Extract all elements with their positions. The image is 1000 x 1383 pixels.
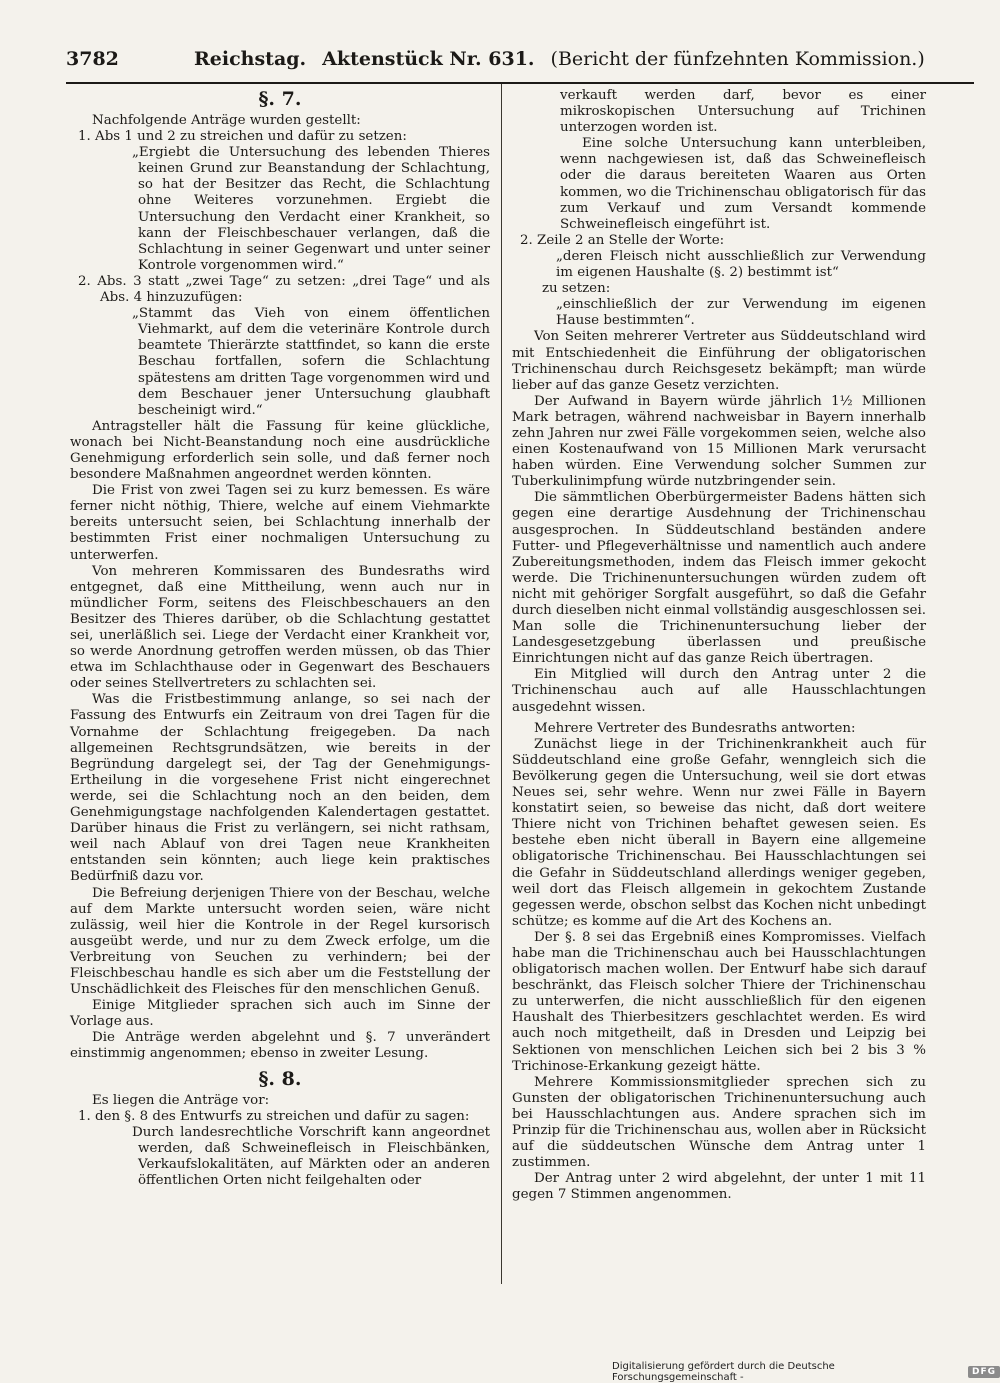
paragraph: Von mehreren Kommissaren des Bundesraths wird entgegnet, daß eine Mittheilung, wenn auch nur in mündlicher Form, seitens des Fleischbeschauers an den Besitzer des Thieres darüber, ob die Schlachtung gestattet sei, unerläßlich sei. Liege der Verdacht einer Krankheit vor, so werde Anordnung getroffen werden müssen, ob das Thier etwa im Schlachthause oder in Gegenwart des Beschauers oder seines Stellvertreters zu schlachten sei.	[70, 563, 490, 692]
quotation: „einschließlich der zur Verwendung im eigenen Hause bestimmten“.	[556, 297, 926, 329]
header-rule	[66, 82, 974, 84]
list-item: 2. Abs. 3 statt „zwei Tage“ zu setzen: „drei Tage“ und als Abs. 4 hinzuzufügen:	[78, 273, 490, 306]
list-item: 2. Zeile 2 an Stelle der Worte:	[520, 232, 725, 248]
paragraph: Nachfolgende Anträge wurden gestellt:	[92, 113, 361, 128]
header-title: Reichstag.	[194, 48, 307, 70]
column-divider	[501, 84, 502, 1284]
dfg-logo: DFG	[968, 1366, 1000, 1378]
funding-footer	[612, 1361, 1000, 1383]
paragraph: Die Anträge werden abgelehnt und §. 7 unverändert einstimmig angenommen; ebenso in zweiter Lesung.	[70, 1030, 490, 1062]
left-column	[70, 88, 490, 1189]
quotation: „deren Fleisch nicht ausschließlich zur Verwendung im eigenen Haushalte (§. 2) bestimmt ist“	[556, 248, 926, 281]
footer-text: Digitalisierung gefördert durch die Deutsche Forschungsgemeinschaft -	[612, 1361, 835, 1383]
paragraph: Von Seiten mehrerer Vertreter aus Süddeutschland wird mit Entschiedenheit die Einführung der obligatorischen Trichinenschau durch Reichsgesetz bekämpft; man würde lieber auf das ganze Gesetz verzichten.	[512, 329, 926, 393]
paragraph: Der §. 8 sei das Ergebniß eines Kompromisses. Vielfach habe man die Trichinenschau auch bei Hausschlachtungen obligatorisch machen wollen. Der Entwurf habe sich darauf beschränkt, das Fleisch solcher Thiere der Trichinenschau zu unterwerfen, die nicht ausschließlich für den eigenen Haushalt des Thierbesitzers geschlachtet werden. Es wird auch noch mitgetheilt, daß in Dresden und Leipzig bei Sektionen von menschlichen Leichen sich bei 2 bis 3 % Trichinose-Erkankung gezeigt hätte.	[512, 929, 926, 1074]
quotation: verkauft werden darf, bevor es einer mikroskopischen Untersuchung auf Trichinen unterzogen worden ist.	[560, 88, 926, 136]
header-document: Aktenstück Nr. 631.	[322, 48, 535, 70]
paragraph: Es liegen die Anträge vor:	[92, 1092, 270, 1108]
paragraph: Die Befreiung derjenigen Thiere von der Beschau, welche auf dem Markte untersucht worden seien, wäre nicht zulässig, weil hier die Kontrole in der Regel kursorisch ausgeübt werde, und nur zu dem Zweck erfolge, um die Verbreitung von Seuchen zu verhindern; bei der Fleischbeschau handle es sich aber um die Feststellung der Unschädlichkeit des Fleisches für den menschlichen Genuß.	[70, 885, 490, 998]
paragraph: Zunächst liege in der Trichinenkrankheit auch für Süddeutschland eine große Gefahr, wenngleich sich die Bevölkerung gegen die Untersuchung, weil sie dort etwas Neues sei, sehr wehre. Wenn nur zwei Fälle in Bayern konstatirt seien, so beweise das nicht, daß dort weitere Thiere nicht von Trichinen behaftet gewesen seien. Es bestehe eben nicht überall in Bayern eine allgemeine obligatorische Trichinenschau. Bei Hausschlachtungen sei die Gefahr in Süddeutschland allerdings weniger gegeben, weil dort das Fleisch allgemein in gekochtem Zustande gegessen werde, obschon selbst das Kochen nicht unbedingt schütze; es komme auf die Art des Kochens an.	[512, 736, 926, 929]
quotation: zu setzen:	[542, 281, 611, 297]
paragraph: Die sämmtlichen Oberbürgermeister Badens hätten sich gegen eine derartige Ausdehnung der Trichinenschau ausgesprochen. In Süddeutschland beständen andere Futter- und Pflegeverhältnisse und namentlich auch andere Zubereitungsmethoden, indem das Fleisch immer gekocht werde. Die Trichinenuntersuchungen würden zudem oft nicht mit gehöriger Sorgfalt ausgeführt, so daß die Gefahr durch dieselben nicht einmal vollständig ausgeschlossen sei. Man solle die Trichinenuntersuchung lieber der Landesgesetzgebung überlassen und preußische Einrichtungen nicht auf das ganze Reich übertragen.	[512, 490, 926, 667]
paragraph: Antragsteller hält die Fassung für keine glückliche, wonach bei Nicht-Beanstandung noch eine ausdrückliche Genehmigung erforderlich sein solle, und daß ferner noch besondere Maßnahmen angeordnet werden könnten.	[70, 418, 490, 483]
paragraph: Mehrere Kommissionsmitglieder sprechen sich zu Gunsten der obligatorischen Trichinenuntersuchung auch bei Hausschlachtungen aus. Andere sprachen sich im Prinzip für die Trichinenschau aus, wollen aber in Rücksicht auf die süddeutschen Wünsche dem Antrag unter 1 zustimmen.	[512, 1074, 926, 1171]
paragraph: Der Aufwand in Bayern würde jährlich 1½ Millionen Mark betragen, während nachweisbar in Bayern innerhalb zehn Jahren nur zwei Fälle vorgekommen seien, welche also einen Kostenaufwand von 15 Millionen Mark verursacht haben würden. Eine Verwendung solcher Summen zur Tuberkulinimpfung würde nutzbringender sein.	[512, 393, 926, 490]
quotation: Eine solche Untersuchung kann unterbleiben, wenn nachgewiesen ist, daß das Schweinefleisch oder die daraus bereiteten Waaren aus Orten kommen, wo die Trichinenschau obligatorisch für das zum Verkauf und zum Versandt kommende Schweinefleisch eingeführt ist.	[560, 136, 926, 232]
paragraph: Der Antrag unter 2 wird abgelehnt, der unter 1 mit 11 gegen 7 Stimmen angenommen.	[512, 1171, 926, 1203]
paragraph: Was die Fristbestimmung anlange, so sei nach der Fassung des Entwurfs ein Zeitraum von drei Tagen für die Vornahme der Schlachtung freigegeben. Da nach allgemeinen Rechtsgrundsätzen, wie bereits in der Begründung dargelegt sei, der Tag der Genehmigungs-Ertheilung in die vorgesehene Frist nicht eingerechnet werde, sei die Schlachtung noch an den beiden, dem Genehmigungstage nachfolgenden Kalendertagen gestattet. Darüber hinaus die Frist zu verlängern, sei nicht rathsam, weil nach Ablauf von drei Tagen neue Krankheiten entstanden sein könnten; auch liege kein praktisches Bedürfniß dazu vor.	[70, 692, 490, 885]
paragraph: Einige Mitglieder sprachen sich auch im Sinne der Vorlage aus.	[70, 998, 490, 1030]
header-subtitle: (Bericht der fünfzehnten Kommission.)	[550, 48, 925, 70]
list-item: 1. den §. 8 des Entwurfs zu streichen und dafür zu sagen:	[78, 1108, 470, 1124]
paragraph: Ein Mitglied will durch den Antrag unter 2 die Trichinenschau auch auf alle Hausschlachtungen ausgedehnt wissen.	[512, 667, 926, 715]
section-heading: §. 8.	[258, 1067, 302, 1090]
section-heading: §. 7.	[258, 88, 302, 110]
paragraph: Die Frist von zwei Tagen sei zu kurz bemessen. Es wäre ferner nicht nöthig, Thiere, welche auf einem Viehmarkte bereits untersucht seien, bei Schlachtung innerhalb der bestimmten Frist einer nochmaligen Untersuchung zu unterwerfen.	[70, 483, 490, 563]
right-column	[512, 88, 926, 1203]
quotation: „Stammt das Vieh von einem öffentlichen Viehmarkt, auf dem die veterinäre Kontrole durch beamtete Thierärzte stattfindet, so kann die erste Beschau fortfallen, sofern die Schlachtung spätestens am dritten Tage vorgenommen wird und dem Beschauer jener Untersuchung glaubhaft bescheinigt wird.“	[132, 306, 490, 418]
paragraph: Mehrere Vertreter des Bundesraths antworten:	[534, 720, 856, 736]
list-item: 1. Abs 1 und 2 zu streichen und dafür zu setzen:	[78, 129, 407, 145]
page-number: 3782	[66, 48, 119, 70]
quotation: „Ergiebt die Untersuchung des lebenden Thieres keinen Grund zur Beanstandung der Schlachtung, so hat der Besitzer das Recht, die Schlachtung ohne Weiteres vorzunehmen. Ergiebt die Untersuchung den Verdacht einer Krankheit, so kann der Fleischbeschauer verlangen, daß die Schlachtung in seiner Gegenwart und unter seiner Kontrole vorgenommen wird.“	[132, 145, 490, 273]
page-header	[66, 48, 974, 80]
quotation: Durch landesrechtliche Vorschrift kann angeordnet werden, daß Schweinefleisch in Fleischbänken, Verkaufslokalitäten, auf Märkten oder an anderen öffentlichen Orten nicht feilgehalten oder	[132, 1124, 490, 1188]
